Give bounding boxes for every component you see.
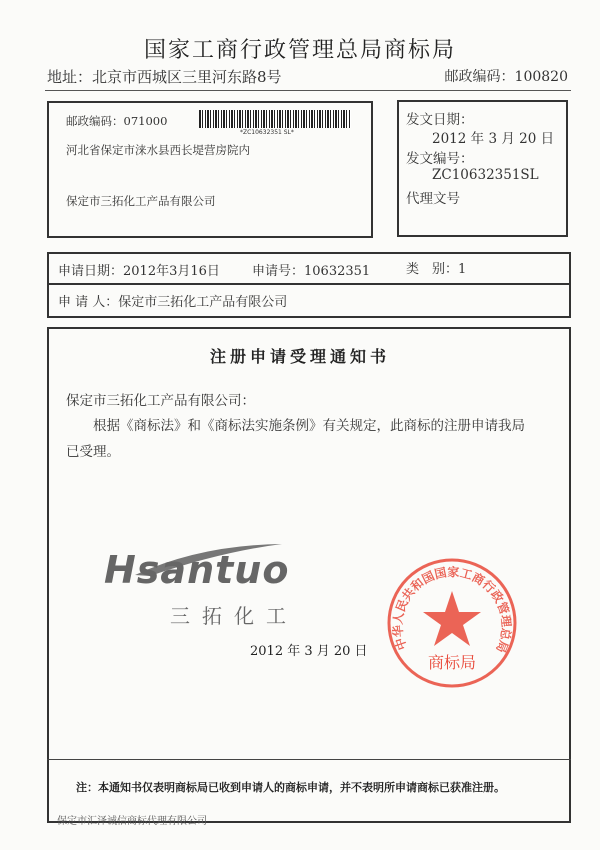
dispatch-number-label: 发文编号： — [406, 151, 474, 167]
application-number: 申请号：10632351 — [252, 264, 371, 279]
note-divider — [47, 759, 571, 760]
issuer-postal-code: 邮政编码：100820 — [444, 69, 568, 85]
star-icon — [423, 591, 481, 646]
barcode-text: *ZC10632351 SL* — [240, 129, 294, 136]
recipient-name: 保定市三拓化工产品有限公司 — [66, 194, 216, 208]
seal-bottom-text: 商标局 — [427, 653, 477, 672]
seal-arc-text: 中华人民共和国国家工商行政管理总局 — [390, 565, 514, 655]
trademark-logo-chinese: 三拓化工 — [170, 604, 298, 628]
trademark-logo-text: Hsantuo — [104, 548, 290, 592]
issuer-address: 地址：北京市西城区三里河东路8号 — [47, 68, 282, 86]
recipient-postal-code: 邮政编码：071000 — [66, 114, 168, 128]
agency-name: 保定市汇泽诚信商标代理有限公司 — [57, 816, 207, 827]
issuer-title: 国家工商行政管理总局商标局 — [143, 38, 456, 63]
application-class: 类 别：1 — [406, 262, 467, 277]
official-seal — [385, 556, 519, 690]
dispatch-date: 2012 年 3 月 20 日 — [432, 131, 555, 147]
application-date: 申请日期：2012年3月16日 — [58, 264, 220, 279]
dispatch-date-label: 发文日期： — [406, 112, 474, 128]
notice-title: 注册申请受理通知书 — [209, 347, 390, 366]
agent-ref-label: 代理文号 — [406, 191, 460, 207]
notice-disclaimer: 注：本通知书仅表明商标局已收到申请人的商标申请，并不表明所申请商标已获准注册。 — [76, 781, 505, 794]
notice-salutation: 保定市三拓化工产品有限公司： — [66, 393, 255, 409]
notice-body-line1: 根据《商标法》和《商标法实施条例》有关规定，此商标的注册申请我局 — [93, 418, 525, 434]
barcode — [199, 110, 351, 128]
dispatch-number: ZC10632351SL — [432, 167, 539, 183]
header-divider — [45, 90, 571, 91]
row-divider — [47, 283, 571, 285]
notice-body-line2: 已受理。 — [66, 444, 120, 460]
recipient-address: 河北省保定市涞水县西长堤营房院内 — [66, 143, 250, 157]
applicant: 申 请 人：保定市三拓化工产品有限公司 — [58, 295, 288, 310]
seal-date: 2012 年 3 月 20 日 — [250, 644, 368, 659]
